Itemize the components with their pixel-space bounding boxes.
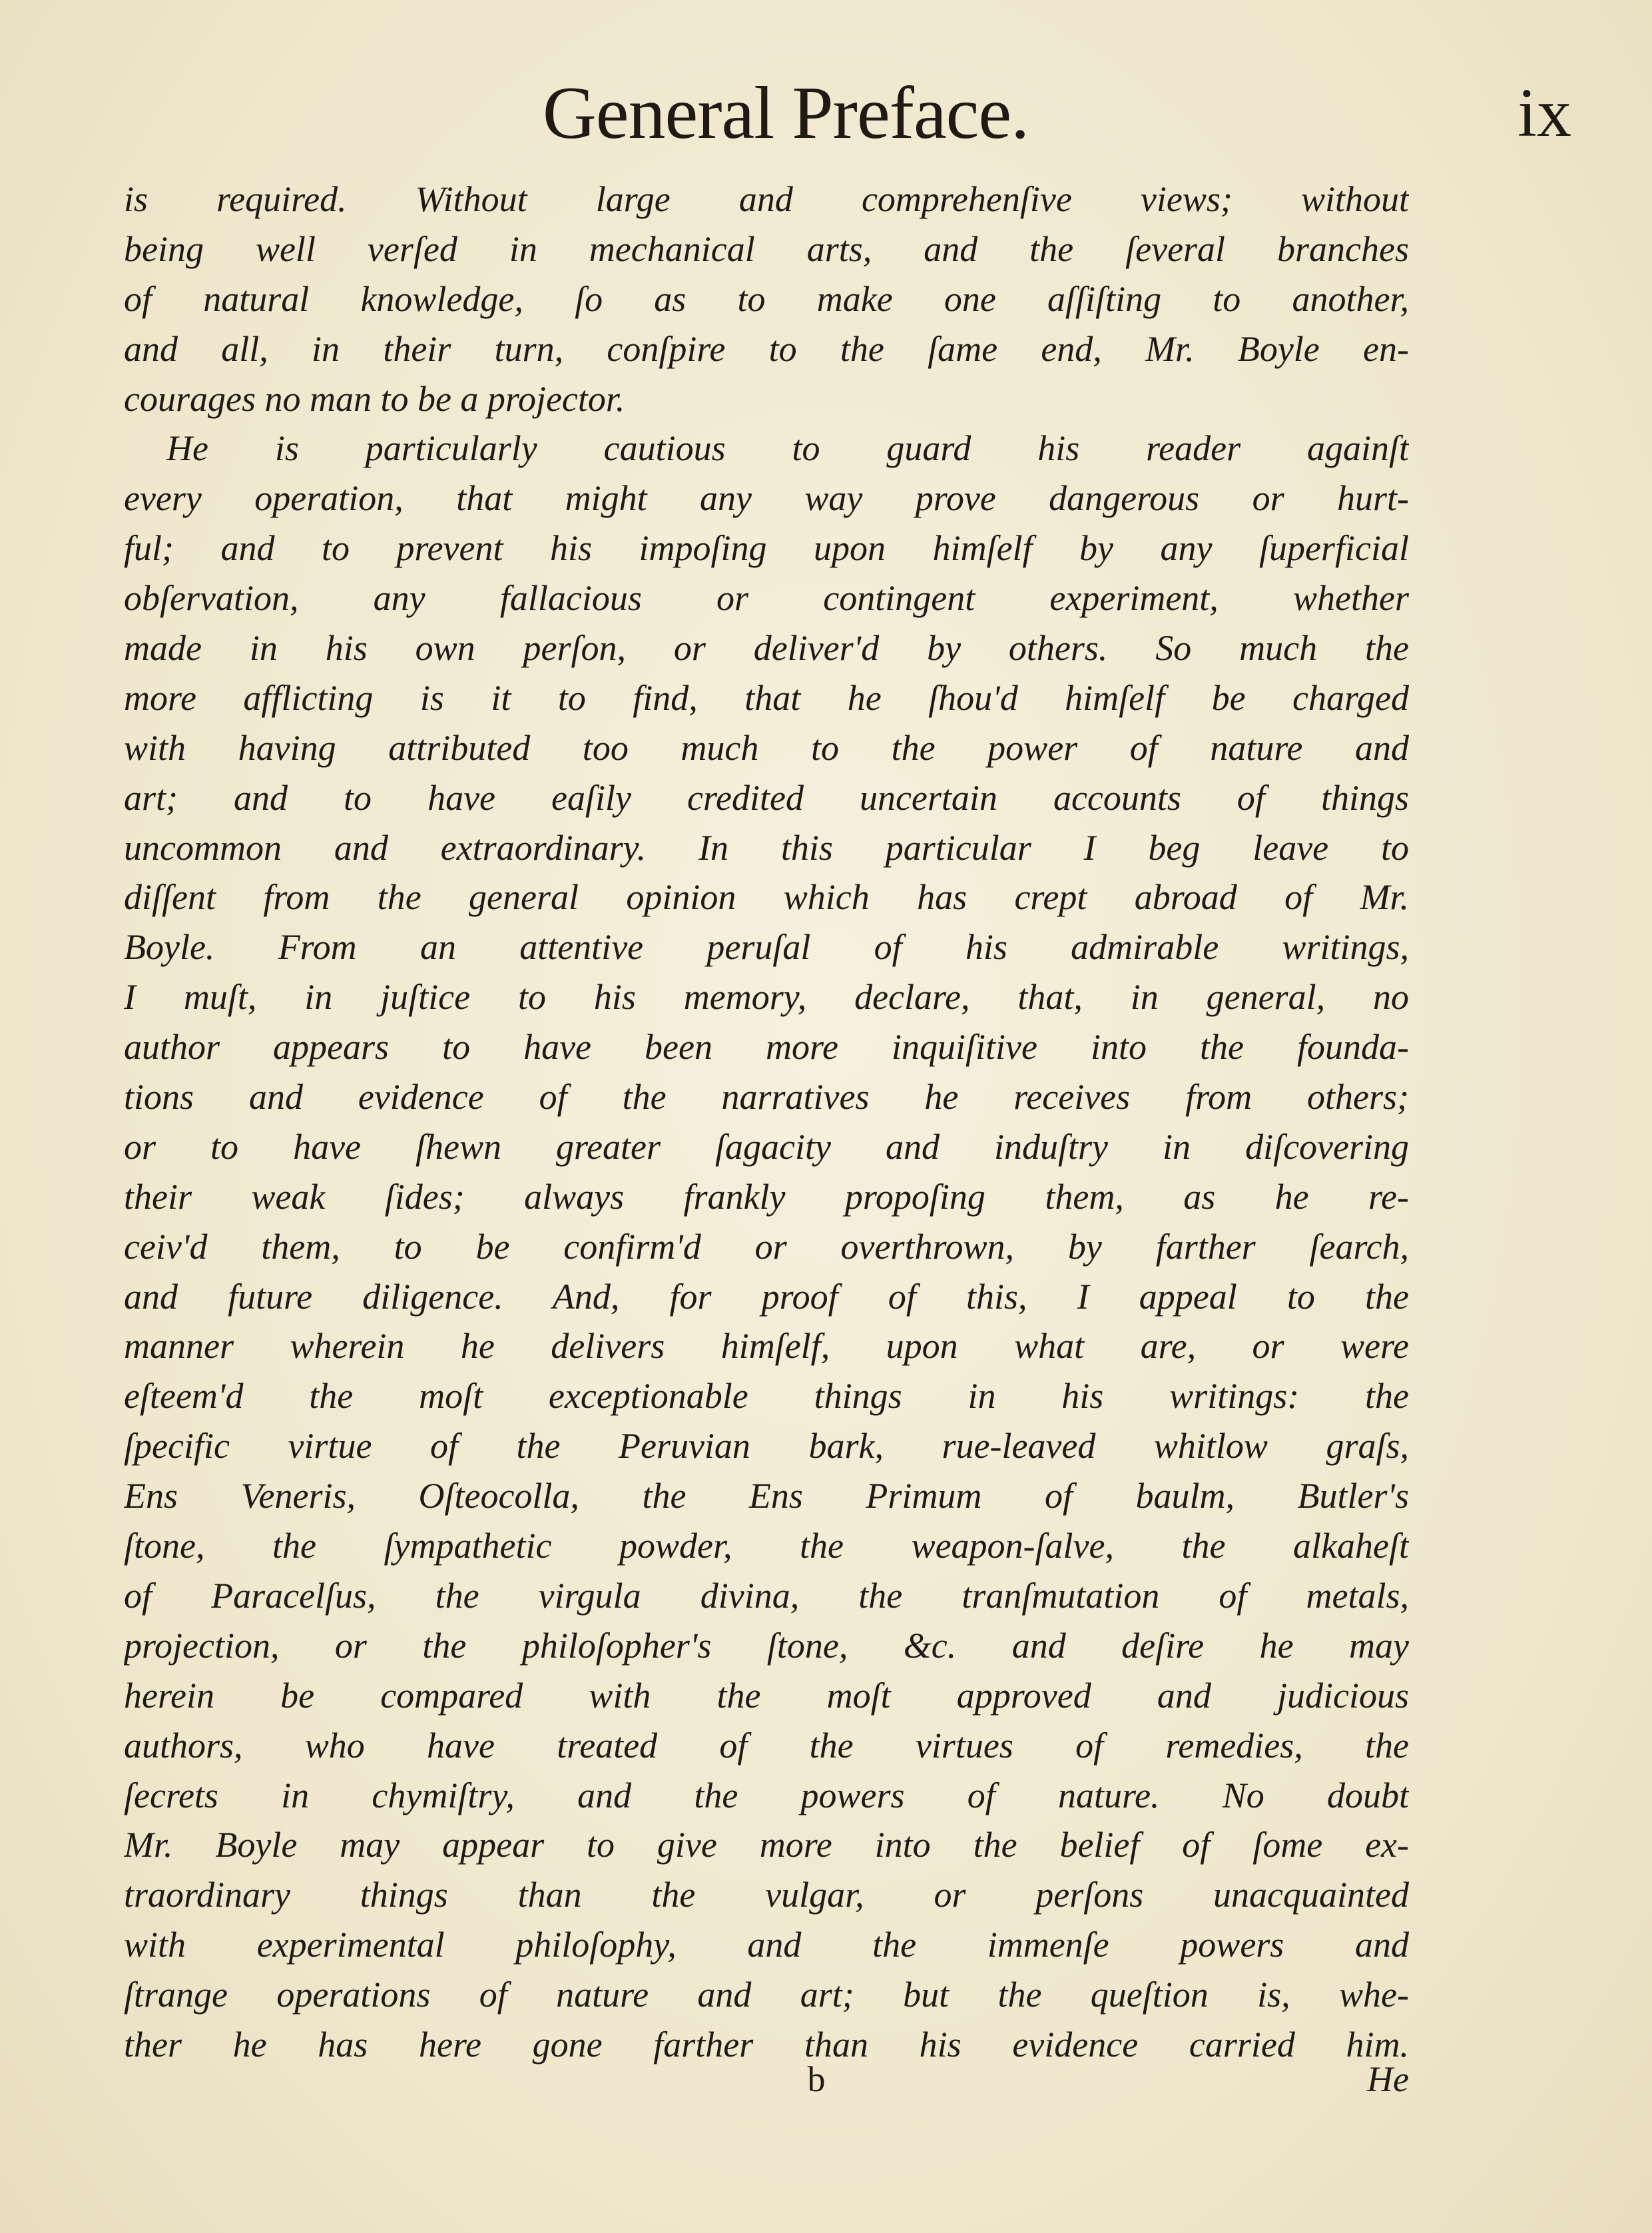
text-line: is required. Without large and comprehenſive views; without [124,179,1409,219]
text-line: made in his own perſon, or deliver'd by others. So much the [124,628,1409,669]
text-line: Mr. Boyle may appear to give more into the belief of ſome ex- [124,1825,1409,1865]
signature-mark: b [807,2059,826,2099]
text-line: courages no man to be a projector. [124,378,625,419]
text-line: ſtone, the ſympathetic powder, the weapon-ſalve, the alkaheſt [124,1526,1409,1566]
text-line: ſtrange operations of nature and art; but the queſtion is, whe- [124,1975,1409,2015]
text-line: eſteem'd the moſt exceptionable things in his writings: the [124,1376,1409,1417]
text-line: more afflicting is it to find, that he ſhou'd himſelf be charged [124,677,1409,718]
text-line: I muſt, in juſtice to his memory, declare, that, in general, no [124,977,1409,1018]
text-line: obſervation, any fallacious or contingent experiment, whether [124,578,1409,619]
text-line: uncommon and extraordinary. In this particular I beg leave to [124,827,1409,868]
text-line: authors, who have treated of the virtues of remedies, the [124,1725,1409,1765]
text-line: of Paracelſus, the virgula divina, the tranſmutation of metals, [124,1575,1409,1616]
text-line: every operation, that might any way prove dangerous or hurt- [124,478,1409,519]
text-line: and future diligence. And, for proof of this, I appeal to the [124,1276,1409,1317]
text-line: with having attributed too much to the power of nature and [124,727,1409,768]
text-line: with experimental philoſophy, and the immenſe powers and [124,1925,1409,1965]
catchline [124,2055,1409,2104]
text-line: traordinary things than the vulgar, or perſons unacquainted [124,1875,1409,1915]
text-line: ſpecific virtue of the Peruvian bark, rue-leaved whitlow graſs, [124,1426,1409,1466]
text-line: ceiv'd them, to be confirm'd or overthrown, by farther ſearch, [124,1226,1409,1267]
text-line: ful; and to prevent his impoſing upon himſelf by any ſuperficial [124,528,1409,569]
text-line: being well verſed in mechanical arts, and the ſeveral branches [124,228,1409,269]
text-line: herein be compared with the moſt approved and judicious [124,1675,1409,1716]
text-line: of natural knowledge, ſo as to make one aſſiſting to another, [124,278,1409,319]
text-line: their weak ſides; always frankly propoſing them, as he re- [124,1176,1409,1217]
paragraph-start-line: He is particularly cautious to guard his reader againſt [166,428,1409,469]
text-line: ther he has here gone farther than his evidence carried him. [124,2024,1409,2065]
text-line: tions and evidence of the narratives he receives from others; [124,1077,1409,1117]
text-line: ſecrets in chymiſtry, and the powers of nature. No doubt [124,1775,1409,1815]
page-number: ix [1517,75,1571,151]
catchword: He [1367,2059,1409,2099]
text-line: diſſent from the general opinion which has crept abroad of Mr. [124,877,1409,918]
text-line: Boyle. From an attentive peruſal of his admirable writings, [124,927,1409,968]
text-line: or to have ſhewn greater ſagacity and induſtry in diſcovering [124,1126,1409,1167]
running-title: General Preface. [542,72,1029,155]
text-line: author appears to have been more inquiſitive into the founda- [124,1027,1409,1068]
text-line: and all, in their turn, conſpire to the ſame end, Mr. Boyle en- [124,328,1409,369]
text-line: art; and to have eaſily credited uncertain accounts of things [124,777,1409,818]
running-head [0,70,1652,157]
body-text [124,174,1409,2070]
text-line: projection, or the philoſopher's ſtone, &c. and deſire he may [124,1625,1409,1666]
text-line: manner wherein he delivers himſelf, upon what are, or were [124,1326,1409,1367]
text-line: Ens Veneris, Oſteocolla, the Ens Primum of baulm, Butler's [124,1476,1409,1516]
